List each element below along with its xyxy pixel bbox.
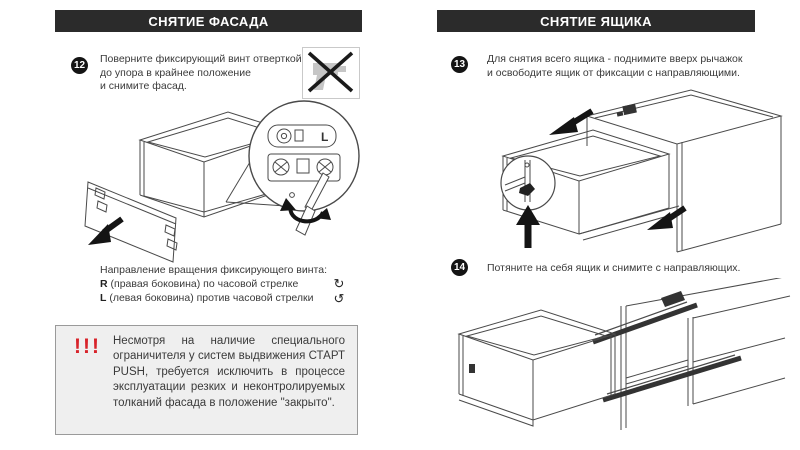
direction-l-text: (левая боковина) против часовой стрелки <box>106 292 314 304</box>
pull-arrow-bottom <box>647 208 685 230</box>
slide-rail-top <box>593 291 697 342</box>
step-12-line2: до упора в крайнее положение <box>100 66 251 79</box>
clockwise-arrow-icon: ↻ <box>333 276 345 291</box>
slide-rail-bottom <box>603 355 741 400</box>
direction-l-key: L <box>100 292 107 304</box>
latch-bracket <box>617 104 637 117</box>
step-13-line1: Для снятия всего ящика - поднимите вверх рычажок <box>487 53 743 65</box>
direction-r-text: (правая боковина) по часовой стрелке <box>107 278 299 290</box>
step-14-number: 14 <box>453 262 466 273</box>
step-12-badge <box>71 57 88 74</box>
left-panel-header <box>55 10 362 32</box>
step-14-text <box>487 262 740 276</box>
right-panel-header <box>437 10 755 32</box>
warning-box <box>55 325 358 435</box>
rotation-direction-note <box>100 263 345 306</box>
step-14-badge <box>451 259 468 276</box>
drawer-release-illustration <box>445 84 790 256</box>
drawer-removed-illustration <box>445 278 795 450</box>
direction-r-row <box>100 277 327 291</box>
right-panel-title: СНЯТИЕ ЯЩИКА <box>540 13 652 29</box>
lever-up-arrow <box>516 205 540 248</box>
facade-removal-illustration <box>78 96 388 266</box>
lever-magnifier <box>501 156 555 210</box>
step-12-text <box>100 53 302 94</box>
warning-exclamation: !!! <box>74 335 101 358</box>
left-panel-title: СНЯТИЕ ФАСАДА <box>148 13 269 29</box>
no-power-tool-box <box>302 47 360 99</box>
step-13-text <box>487 53 742 80</box>
step-13-number: 13 <box>453 59 466 70</box>
facade-pull-arrow <box>88 219 122 245</box>
lock-magnifier <box>249 101 359 211</box>
step-13-line2: и освободите ящик от фиксации с направляющими. <box>487 66 740 79</box>
side-label-L: L <box>321 130 329 144</box>
step-12-number: 12 <box>73 60 86 71</box>
step-12-line3: и снимите фасад. <box>100 80 187 92</box>
counterclockwise-arrow-icon: ↺ <box>333 291 345 306</box>
direction-title: Направление вращения фиксирующего винта: <box>100 264 327 276</box>
no-drill-icon <box>303 48 357 96</box>
step-14-line1: Потяните на себя ящик и снимите с направляющих. <box>487 262 741 274</box>
direction-r-key: R <box>100 278 108 290</box>
step-13-badge <box>451 56 468 73</box>
step-12-line1: Поверните фиксирующий винт отверткой <box>100 53 302 65</box>
warning-text: Несмотря на наличие специального ограничителя у систем выдвижения СТАРТ PUSH, требуется исключить в процессе эксплуатации резких и неконтролируемых толканий фасада в положение "закрыто". <box>113 335 345 409</box>
direction-l-row <box>100 291 327 305</box>
pull-arrow-top <box>549 111 592 135</box>
